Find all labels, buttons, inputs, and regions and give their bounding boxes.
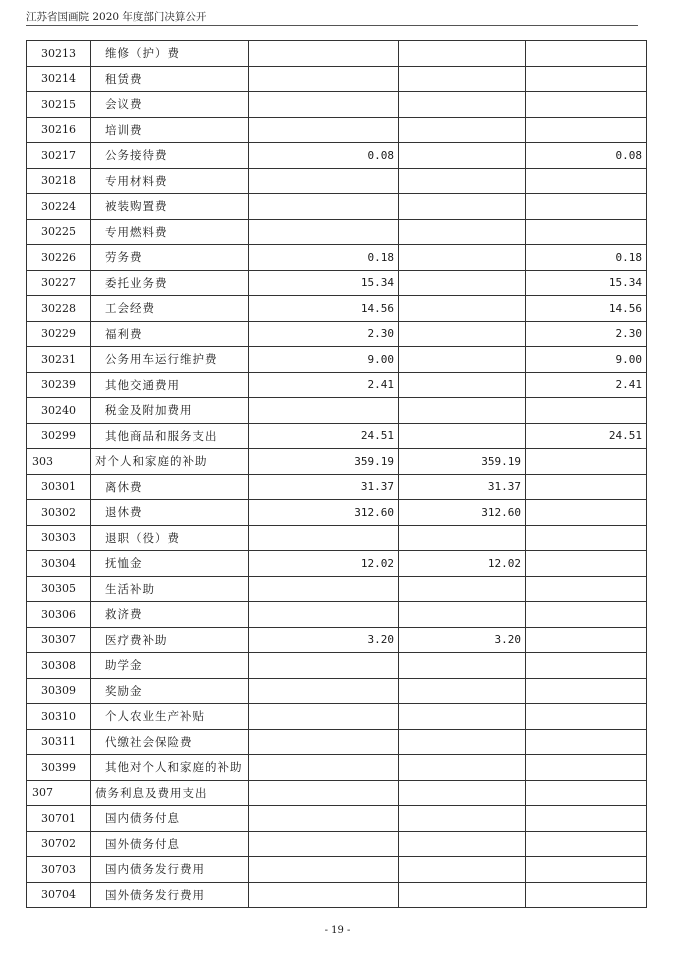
row-basic: 3.20 [399,627,526,653]
row-project [526,474,647,500]
row-project [526,882,647,908]
row-project [526,729,647,755]
row-code: 303 [27,449,91,475]
row-code: 30308 [27,653,91,679]
row-code: 30225 [27,219,91,245]
row-total [249,168,399,194]
row-basic [399,678,526,704]
table-row [27,321,647,347]
table-row [27,551,647,577]
table-row [27,882,647,908]
row-basic [399,270,526,296]
expenditure-table [26,40,647,908]
table-row [27,602,647,628]
row-basic [399,602,526,628]
row-total: 0.08 [249,143,399,169]
row-code: 30303 [27,525,91,551]
table-row [27,117,647,143]
row-name: 债务利息及费用支出 [91,780,249,806]
row-name: 奖励金 [91,678,249,704]
row-total [249,678,399,704]
row-name: 医疗费补助 [91,627,249,653]
table-row [27,245,647,271]
row-name: 国外债务付息 [91,831,249,857]
row-project [526,168,647,194]
table-row [27,449,647,475]
row-total: 312.60 [249,500,399,526]
row-project [526,398,647,424]
row-name: 对个人和家庭的补助 [91,449,249,475]
row-total: 15.34 [249,270,399,296]
row-name: 公务接待费 [91,143,249,169]
row-total [249,117,399,143]
row-code: 30299 [27,423,91,449]
row-basic: 12.02 [399,551,526,577]
row-basic [399,729,526,755]
table-row [27,219,647,245]
row-name: 委托业务费 [91,270,249,296]
row-name: 退职（役）费 [91,525,249,551]
table-row [27,653,647,679]
row-name: 个人农业生产补贴 [91,704,249,730]
row-total [249,704,399,730]
table-row [27,372,647,398]
table-row [27,66,647,92]
row-total [249,194,399,220]
row-project: 0.18 [526,245,647,271]
row-code: 30229 [27,321,91,347]
table-row [27,423,647,449]
row-name: 租赁费 [91,66,249,92]
table-row [27,780,647,806]
row-name: 税金及附加费用 [91,398,249,424]
row-code: 30311 [27,729,91,755]
row-project [526,627,647,653]
row-name: 国内债务发行费用 [91,857,249,883]
row-name: 公务用车运行维护费 [91,347,249,373]
row-total [249,92,399,118]
row-code: 30239 [27,372,91,398]
row-total [249,576,399,602]
row-project: 2.30 [526,321,647,347]
row-project [526,704,647,730]
row-total: 9.00 [249,347,399,373]
row-code: 30216 [27,117,91,143]
row-basic [399,576,526,602]
table-row [27,500,647,526]
row-basic [399,755,526,781]
row-name: 国内债务付息 [91,806,249,832]
row-total [249,525,399,551]
row-total [249,398,399,424]
row-project [526,602,647,628]
row-basic [399,219,526,245]
row-total: 359.19 [249,449,399,475]
row-basic: 359.19 [399,449,526,475]
row-name: 其他商品和服务支出 [91,423,249,449]
row-basic [399,831,526,857]
row-total [249,729,399,755]
row-code: 30310 [27,704,91,730]
row-project: 0.08 [526,143,647,169]
row-project: 9.00 [526,347,647,373]
table-row [27,806,647,832]
table-row [27,92,647,118]
row-code: 30704 [27,882,91,908]
table-row [27,525,647,551]
row-total [249,831,399,857]
row-project: 24.51 [526,423,647,449]
row-code: 30399 [27,755,91,781]
row-project [526,806,647,832]
row-basic [399,882,526,908]
row-name: 抚恤金 [91,551,249,577]
row-project [526,780,647,806]
row-name: 培训费 [91,117,249,143]
row-total: 3.20 [249,627,399,653]
row-name: 会议费 [91,92,249,118]
row-project [526,525,647,551]
row-basic [399,296,526,322]
row-project [526,653,647,679]
row-name: 专用材料费 [91,168,249,194]
row-code: 30228 [27,296,91,322]
row-basic [399,92,526,118]
row-code: 30231 [27,347,91,373]
row-basic [399,321,526,347]
row-code: 30215 [27,92,91,118]
row-project: 15.34 [526,270,647,296]
row-name: 其他对个人和家庭的补助 [91,755,249,781]
table-row [27,576,647,602]
row-total [249,780,399,806]
row-project [526,66,647,92]
row-basic [399,398,526,424]
row-code: 30224 [27,194,91,220]
row-total [249,219,399,245]
row-basic [399,41,526,67]
table-row [27,704,647,730]
row-project [526,219,647,245]
row-name: 其他交通费用 [91,372,249,398]
row-code: 30301 [27,474,91,500]
table-row [27,831,647,857]
row-name: 福利费 [91,321,249,347]
row-code: 30306 [27,602,91,628]
row-code: 30218 [27,168,91,194]
table-row [27,347,647,373]
row-project: 2.41 [526,372,647,398]
row-total: 0.18 [249,245,399,271]
row-name: 助学金 [91,653,249,679]
table-row [27,296,647,322]
row-code: 30701 [27,806,91,832]
table-row [27,755,647,781]
row-code: 307 [27,780,91,806]
row-code: 30213 [27,41,91,67]
row-project [526,551,647,577]
row-project [526,449,647,475]
row-project [526,755,647,781]
row-basic [399,143,526,169]
row-total: 24.51 [249,423,399,449]
row-total [249,653,399,679]
row-project [526,92,647,118]
row-basic [399,245,526,271]
row-code: 30302 [27,500,91,526]
row-total [249,66,399,92]
row-project [526,500,647,526]
row-code: 30226 [27,245,91,271]
row-project [526,194,647,220]
table-row [27,729,647,755]
row-basic [399,704,526,730]
table-row [27,398,647,424]
row-total: 12.02 [249,551,399,577]
row-project [526,678,647,704]
row-project [526,857,647,883]
table-row [27,474,647,500]
row-name: 生活补助 [91,576,249,602]
table-row [27,168,647,194]
row-total [249,602,399,628]
row-project [526,576,647,602]
row-code: 30227 [27,270,91,296]
row-code: 30309 [27,678,91,704]
row-total: 2.41 [249,372,399,398]
row-name: 救济费 [91,602,249,628]
row-basic [399,372,526,398]
row-name: 被装购置费 [91,194,249,220]
row-name: 维修（护）费 [91,41,249,67]
page-number: - 19 - [324,925,351,936]
row-basic [399,806,526,832]
row-name: 退休费 [91,500,249,526]
row-basic [399,653,526,679]
row-basic [399,780,526,806]
row-code: 30214 [27,66,91,92]
row-code: 30240 [27,398,91,424]
row-project [526,117,647,143]
row-total: 31.37 [249,474,399,500]
row-total [249,755,399,781]
header-divider [26,25,638,26]
table-row [27,857,647,883]
row-total [249,41,399,67]
table-row [27,194,647,220]
row-total [249,806,399,832]
row-basic: 312.60 [399,500,526,526]
row-basic [399,857,526,883]
row-basic [399,194,526,220]
table-body [27,41,647,908]
row-total [249,857,399,883]
row-basic [399,66,526,92]
row-total: 14.56 [249,296,399,322]
row-code: 30305 [27,576,91,602]
row-basic: 31.37 [399,474,526,500]
row-code: 30217 [27,143,91,169]
row-basic [399,525,526,551]
row-basic [399,423,526,449]
table-row [27,270,647,296]
row-basic [399,347,526,373]
row-name: 劳务费 [91,245,249,271]
row-name: 工会经费 [91,296,249,322]
row-project [526,41,647,67]
row-project [526,831,647,857]
row-code: 30702 [27,831,91,857]
row-code: 30304 [27,551,91,577]
row-code: 30307 [27,627,91,653]
table-row [27,143,647,169]
document-header: 江苏省国画院 2020 年度部门决算公开 [26,11,207,23]
table-row [27,678,647,704]
table-row [27,627,647,653]
table-row [27,41,647,67]
row-total: 2.30 [249,321,399,347]
row-name: 离休费 [91,474,249,500]
row-name: 国外债务发行费用 [91,882,249,908]
row-project: 14.56 [526,296,647,322]
row-name: 专用燃料费 [91,219,249,245]
row-code: 30703 [27,857,91,883]
row-basic [399,168,526,194]
row-basic [399,117,526,143]
row-name: 代缴社会保险费 [91,729,249,755]
row-total [249,882,399,908]
